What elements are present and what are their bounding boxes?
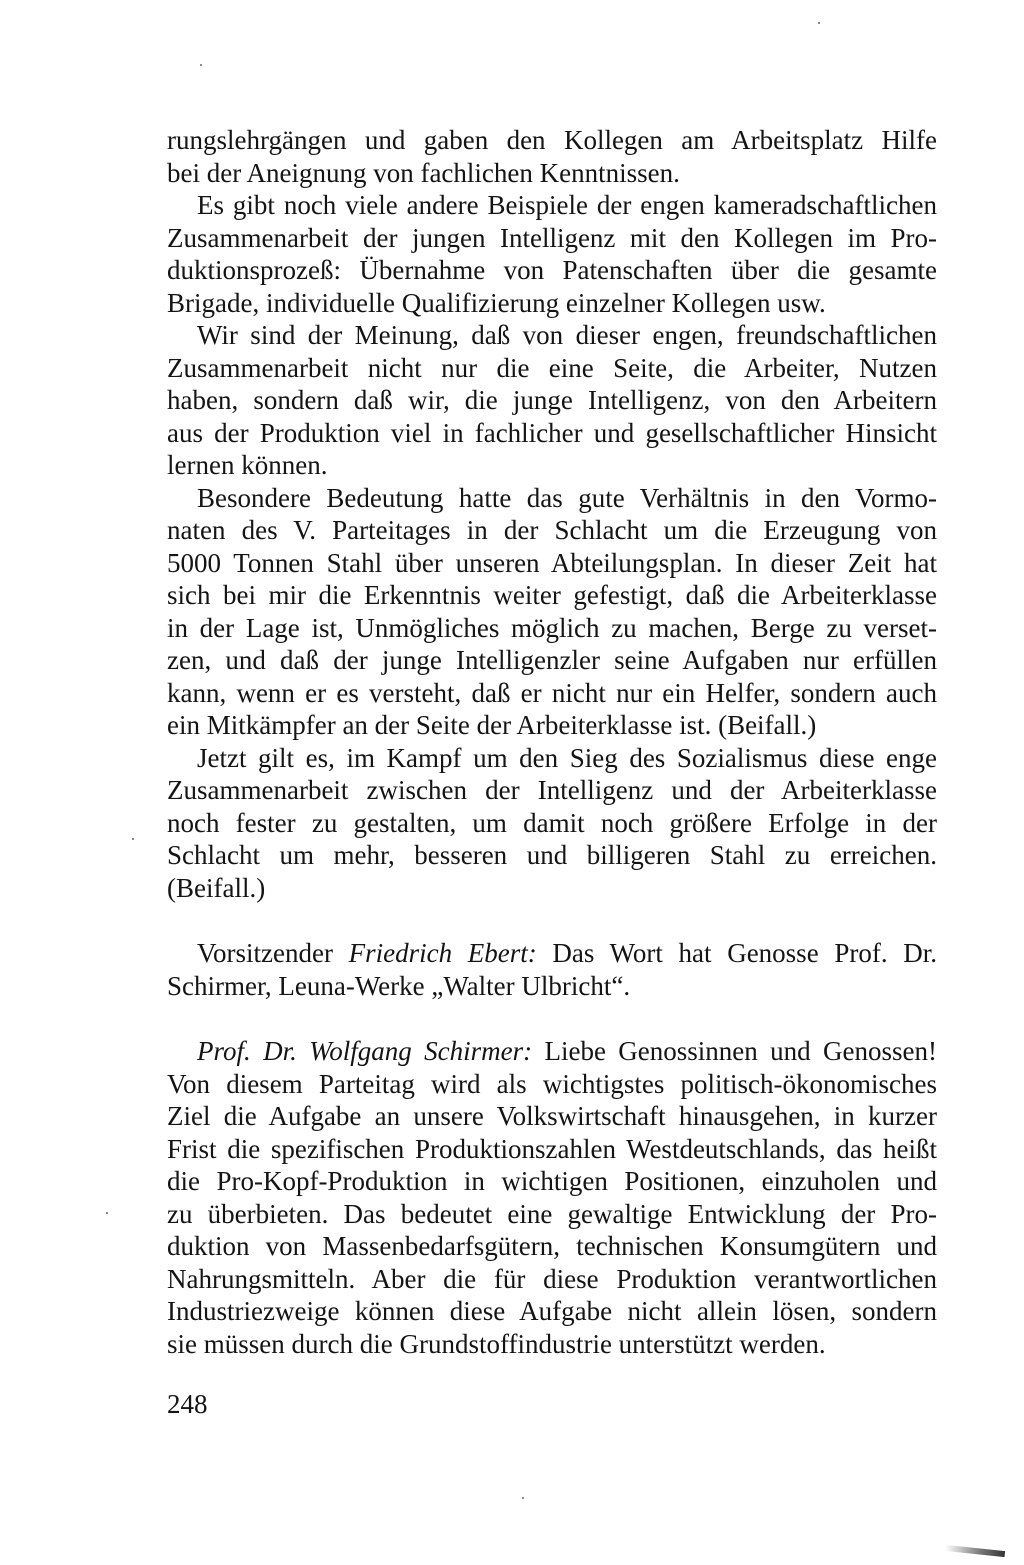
paragraph-gap: [167, 1002, 937, 1035]
paragraph-continuation: [167, 124, 937, 189]
text-line: (Beifall.): [167, 872, 266, 903]
body-text: [167, 124, 937, 1360]
text-line: zu überbieten. Das bedeutet eine gewaltige Entwicklung der Pro-: [167, 1198, 937, 1229]
text-line: Schirmer, Leuna-Werke „Walter Ulbricht“.: [167, 970, 631, 1001]
text-line: Ziel die Aufgabe an unsere Volkswirtschaft hinausgehen, in kurzer: [167, 1101, 937, 1131]
text-line: Von diesem Parteitag wird als wichtigstes politisch-ökonomisches: [167, 1068, 937, 1099]
text-line: die Pro-Kopf-Produktion in wichtigen Positionen, einzuholen und: [167, 1166, 937, 1196]
text-line: haben, sondern daß wir, die junge Intelligenz, von den Arbeitern: [167, 385, 937, 415]
schirmer-speech: [167, 1035, 937, 1360]
scan-edge-mark: [945, 1545, 1005, 1557]
paragraph-gap: [167, 904, 937, 937]
text-line: Zusammenarbeit nicht nur die eine Seite, die Arbeiter, Nutzen: [167, 352, 937, 383]
text-line: naten des V. Parteitages in der Schlacht um die Erzeugung von: [167, 515, 937, 545]
text-line: duktion von Massenbedarfsgütern, technischen Konsumgütern und: [167, 1231, 937, 1261]
text-line: bei der Aneignung von fachlichen Kenntnissen.: [167, 157, 680, 188]
text-line: 5000 Tonnen Stahl über unseren Abteilungsplan. In dieser Zeit hat: [167, 547, 937, 578]
paragraph-conclusion: [167, 742, 937, 905]
text-line: Zusammenarbeit der jungen Intelligenz mit den Kollegen im Pro-: [167, 222, 937, 253]
text-line: Nahrungsmitteln. Aber die für diese Produktion verantwortlichen: [167, 1263, 937, 1294]
scan-speck: [132, 838, 134, 840]
text-line: Frist die spezifischen Produktionszahlen Westdeutschlands, das heißt: [167, 1133, 937, 1164]
text-line: aus der Produktion viel in fachlicher und gesellschaftlicher Hinsicht: [167, 417, 937, 448]
text-line: Zusammenarbeit zwischen der Intelligenz und der Arbeiterklasse: [167, 775, 937, 805]
scan-speck: [200, 64, 202, 66]
text-line: Jetzt gilt es, im Kampf um den Sieg des Sozialismus diese enge: [197, 742, 937, 773]
text-line: rungslehrgängen und gaben den Kollegen am Arbeitsplatz Hilfe: [167, 125, 937, 155]
scan-speck: [522, 1497, 524, 1499]
paragraph-significance: [167, 482, 937, 742]
text-line: sie müssen durch die Grundstoffindustrie unterstützt werden.: [167, 1328, 826, 1359]
paragraph-examples: [167, 189, 937, 319]
scan-speck: [106, 1212, 108, 1214]
text-line: Schlacht um mehr, besseren und billigeren Stahl zu erreichen.: [167, 840, 937, 870]
text-line: [167, 937, 937, 970]
text-line: [167, 1035, 937, 1068]
text-line: Besondere Bedeutung hatte das gute Verhältnis in den Vormo-: [197, 482, 937, 513]
speaker-name: Friedrich Ebert:: [348, 938, 537, 968]
text-line: ein Mitkämpfer an der Seite der Arbeiterklasse ist. (Beifall.): [167, 710, 817, 740]
speaker-name: Prof. Dr. Wolfgang Schirmer:: [197, 1036, 533, 1066]
text-line: lernen können.: [167, 450, 328, 480]
text-line: Industriezweige können diese Aufgabe nicht allein lösen, sondern: [167, 1296, 937, 1326]
scan-speck: [818, 22, 820, 24]
speech-text: Liebe Genossinnen und Genossen!: [532, 1036, 937, 1066]
text-line: duktionsprozeß: Übernahme von Patenschaften über die gesamte: [167, 255, 937, 285]
paragraph-opinion: [167, 319, 937, 482]
text-line: kann, wenn er es versteht, daß er nicht nur ein Helfer, sondern auch: [167, 677, 937, 708]
speech-text: Das Wort hat Genosse Prof. Dr.: [536, 938, 937, 968]
text-line: Wir sind der Meinung, daß von dieser engen, freundschaftlichen: [197, 320, 937, 350]
text-line: noch fester zu gestalten, um damit noch größere Erfolge in der: [167, 807, 937, 838]
text-line: Brigade, individuelle Qualifizierung einzelner Kollegen usw.: [167, 287, 826, 318]
text-line: zen, und daß der junge Intelligenzler seine Aufgaben nur erfüllen: [167, 645, 937, 675]
text-line: sich bei mir die Erkenntnis weiter gefestigt, daß die Arbeiterklasse: [167, 580, 937, 610]
speaker-role: Vorsitzender: [197, 938, 349, 968]
text-line: Es gibt noch viele andere Beispiele der engen kameradschaftlichen: [197, 190, 937, 220]
chairman-announcement: [167, 937, 937, 1002]
text-line: in der Lage ist, Unmögliches möglich zu machen, Berge zu verset-: [167, 612, 937, 643]
page-number: 248: [167, 1389, 208, 1419]
